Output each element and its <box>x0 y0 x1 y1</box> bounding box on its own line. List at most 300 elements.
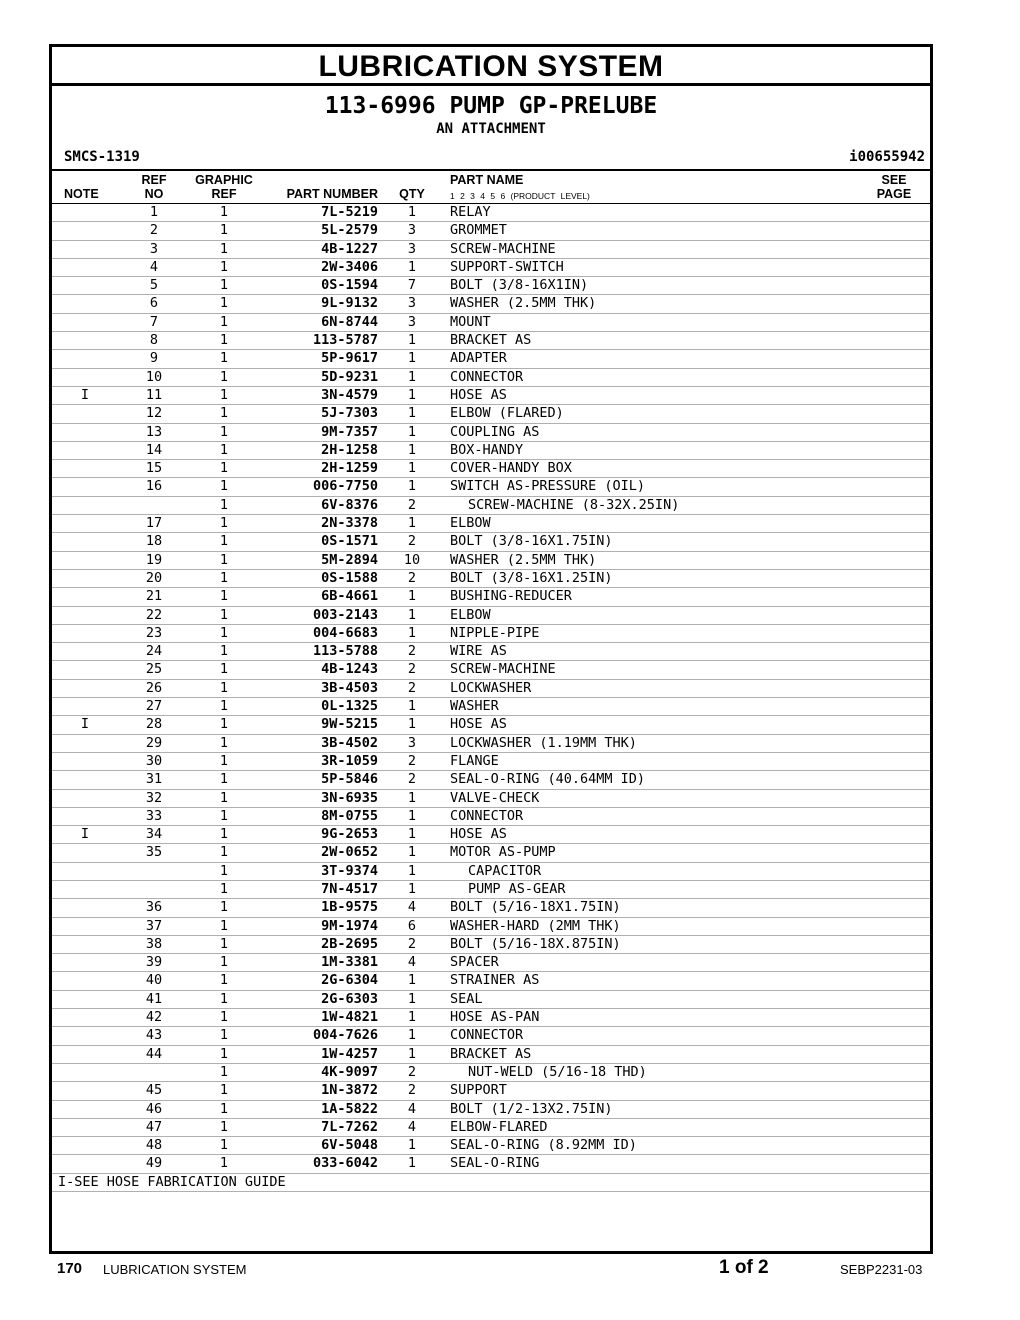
cell-qty: 4 <box>407 954 417 971</box>
table-row <box>52 387 930 405</box>
cell-part-number: 3R-1059 <box>321 752 378 769</box>
cell-graphic-ref: 1 <box>219 496 229 513</box>
cell-qty: 2 <box>407 1063 417 1080</box>
cell-part-name: ELBOW (FLARED) <box>450 405 564 422</box>
table-row <box>52 972 930 990</box>
table-row <box>52 350 930 368</box>
cell-ref-no: 43 <box>145 1027 163 1044</box>
cell-part-number: 0S-1571 <box>321 533 378 550</box>
cell-part-name: MOUNT <box>450 313 491 330</box>
cell-part-number: 5P-9617 <box>321 350 378 367</box>
col-ref-top: REF <box>141 173 167 187</box>
cell-qty: 1 <box>407 990 417 1007</box>
cell-part-number: 1A-5822 <box>321 1100 378 1117</box>
table-row <box>52 716 930 734</box>
cell-ref-no: 14 <box>145 441 163 458</box>
cell-part-name: ADAPTER <box>450 350 507 367</box>
cell-ref-no: 27 <box>145 698 163 715</box>
cell-ref-no: 25 <box>145 661 163 678</box>
cell-ref-no: 16 <box>145 478 163 495</box>
cell-part-number: 6V-5048 <box>321 1137 378 1154</box>
table-row <box>52 1137 930 1155</box>
cell-part-name: BOLT (3/8-16X1IN) <box>450 277 589 294</box>
cell-part-number: 5J-7303 <box>321 405 378 422</box>
cell-graphic-ref: 1 <box>219 277 229 294</box>
table-row <box>52 515 930 533</box>
cell-graphic-ref: 1 <box>219 679 229 696</box>
cell-part-number: 2N-3378 <box>321 515 378 532</box>
cell-ref-no: 36 <box>145 899 163 916</box>
table-row <box>52 259 930 277</box>
cell-note: I <box>80 386 90 403</box>
cell-part-name: ELBOW <box>450 515 491 532</box>
cell-part-name: SUPPORT-SWITCH <box>450 258 564 275</box>
cell-part-number: 2G-6303 <box>321 990 378 1007</box>
cell-qty: 1 <box>407 441 417 458</box>
col-graphic-bottom: REF <box>211 187 237 201</box>
cell-graphic-ref: 1 <box>219 368 229 385</box>
table-row <box>52 881 930 899</box>
cell-graphic-ref: 1 <box>219 204 229 220</box>
cell-ref-no: 39 <box>145 954 163 971</box>
cell-ref-no: 9 <box>149 350 159 367</box>
cell-part-number: 5P-5846 <box>321 771 378 788</box>
table-row <box>52 552 930 570</box>
cell-part-name: SEAL-O-RING <box>450 1155 540 1172</box>
cell-graphic-ref: 1 <box>219 752 229 769</box>
cell-qty: 4 <box>407 1118 417 1135</box>
cell-part-name: CONNECTOR <box>450 807 524 824</box>
cell-qty: 2 <box>407 569 417 586</box>
cell-ref-no: 2 <box>149 222 159 239</box>
cell-part-name: SEAL-O-RING (8.92MM ID) <box>450 1137 637 1154</box>
table-row <box>52 460 930 478</box>
cell-part-name: HOSE AS <box>450 386 507 403</box>
cell-graphic-ref: 1 <box>219 844 229 861</box>
cell-ref-no: 41 <box>145 990 163 1007</box>
cell-part-name: WASHER (2.5MM THK) <box>450 551 597 568</box>
col-graphic-top: GRAPHIC <box>195 173 253 187</box>
cell-part-name: COUPLING AS <box>450 423 540 440</box>
table-row <box>52 295 930 313</box>
table-row <box>52 1101 930 1119</box>
cell-qty: 1 <box>407 1137 417 1154</box>
cell-qty: 1 <box>407 588 417 605</box>
cell-part-number: 006-7750 <box>312 478 378 495</box>
parts-list <box>52 203 930 1192</box>
cell-qty: 10 <box>403 551 421 568</box>
cell-qty: 3 <box>407 240 417 257</box>
table-row <box>52 1027 930 1045</box>
table-row <box>52 497 930 515</box>
cell-ref-no: 11 <box>145 386 163 403</box>
footnote: I-SEE HOSE FABRICATION GUIDE <box>52 1174 930 1192</box>
table-row <box>52 844 930 862</box>
cell-part-number: 2H-1258 <box>321 441 378 458</box>
table-row <box>52 222 930 240</box>
table-row <box>52 1046 930 1064</box>
cell-part-number: 2G-6304 <box>321 972 378 989</box>
cell-part-name: WASHER <box>450 698 499 715</box>
cell-part-number: 9W-5215 <box>321 716 378 733</box>
cell-ref-no: 7 <box>149 313 159 330</box>
cell-part-number: 9M-1974 <box>321 917 378 934</box>
cell-qty: 4 <box>407 1100 417 1117</box>
cell-qty: 1 <box>407 1045 417 1062</box>
table-row <box>52 753 930 771</box>
cell-graphic-ref: 1 <box>219 240 229 257</box>
cell-qty: 1 <box>407 1027 417 1044</box>
cell-qty: 2 <box>407 496 417 513</box>
cell-note: I <box>80 826 90 843</box>
cell-ref-no: 35 <box>145 844 163 861</box>
cell-part-name: BRACKET AS <box>450 1045 532 1062</box>
table-row <box>52 698 930 716</box>
cell-part-number: 1B-9575 <box>321 899 378 916</box>
cell-qty: 1 <box>407 880 417 897</box>
table-row <box>52 899 930 917</box>
cell-part-number: 0S-1588 <box>321 569 378 586</box>
cell-ref-no: 49 <box>145 1155 163 1172</box>
cell-ref-no: 24 <box>145 643 163 660</box>
cell-part-name: ELBOW <box>450 606 491 623</box>
cell-graphic-ref: 1 <box>219 917 229 934</box>
table-row <box>52 625 930 643</box>
cell-part-name: GROMMET <box>450 222 507 239</box>
cell-qty: 3 <box>407 313 417 330</box>
cell-ref-no: 20 <box>145 569 163 586</box>
footer-page-number: 170 <box>57 1260 83 1277</box>
table-row <box>52 607 930 625</box>
cell-ref-no: 40 <box>145 972 163 989</box>
cell-qty: 1 <box>407 789 417 806</box>
cell-part-name: SWITCH AS-PRESSURE (OIL) <box>450 478 646 495</box>
cell-part-name: CAPACITOR <box>468 862 542 879</box>
table-row <box>52 680 930 698</box>
cell-part-name: HOSE AS <box>450 716 507 733</box>
cell-part-name: COVER-HANDY BOX <box>450 460 572 477</box>
cell-qty: 1 <box>407 972 417 989</box>
cell-graphic-ref: 1 <box>219 899 229 916</box>
cell-graphic-ref: 1 <box>219 569 229 586</box>
cell-part-name: NUT-WELD (5/16-18 THD) <box>468 1063 647 1080</box>
table-row <box>52 808 930 826</box>
cell-ref-no: 13 <box>145 423 163 440</box>
cell-graphic-ref: 1 <box>219 423 229 440</box>
cell-part-number: 1W-4257 <box>321 1045 378 1062</box>
cell-ref-no: 46 <box>145 1100 163 1117</box>
cell-part-number: 0S-1594 <box>321 277 378 294</box>
cell-graphic-ref: 1 <box>219 972 229 989</box>
cell-part-number: 7L-5219 <box>321 204 378 220</box>
cell-part-name: BOLT (5/16-18X.875IN) <box>450 935 621 952</box>
cell-graphic-ref: 1 <box>219 1063 229 1080</box>
group-number: 113-6996 <box>324 93 436 119</box>
cell-qty: 1 <box>407 332 417 349</box>
cell-qty: 2 <box>407 752 417 769</box>
cell-ref-no: 42 <box>145 1009 163 1026</box>
footer-doc-id: SEBP2231-03 <box>840 1262 923 1277</box>
cell-part-name: CONNECTOR <box>450 1027 524 1044</box>
cell-ref-no: 31 <box>145 771 163 788</box>
cell-ref-no: 48 <box>145 1137 163 1154</box>
cell-qty: 2 <box>407 533 417 550</box>
cell-ref-no: 4 <box>149 258 159 275</box>
cell-qty: 1 <box>407 405 417 422</box>
cell-qty: 3 <box>407 295 417 312</box>
cell-qty: 1 <box>407 1155 417 1172</box>
cell-part-name: SCREW-MACHINE <box>450 661 556 678</box>
cell-graphic-ref: 1 <box>219 643 229 660</box>
cell-part-name: FLANGE <box>450 752 499 769</box>
cell-qty: 1 <box>407 460 417 477</box>
illustration-id: i00655942 <box>849 149 925 165</box>
cell-graphic-ref: 1 <box>219 954 229 971</box>
cell-part-number: 1M-3381 <box>321 954 378 971</box>
cell-qty: 1 <box>407 515 417 532</box>
cell-part-name: HOSE AS-PAN <box>450 1009 540 1026</box>
cell-part-name: BOLT (3/8-16X1.75IN) <box>450 533 613 550</box>
cell-graphic-ref: 1 <box>219 880 229 897</box>
cell-part-name: PUMP AS-GEAR <box>468 880 566 897</box>
cell-part-name: SEAL-O-RING (40.64MM ID) <box>450 771 646 788</box>
table-row <box>52 771 930 789</box>
cell-graphic-ref: 1 <box>219 460 229 477</box>
cell-part-number: 8M-0755 <box>321 807 378 824</box>
cell-part-name: LOCKWASHER <box>450 679 532 696</box>
cell-graphic-ref: 1 <box>219 551 229 568</box>
cell-ref-no: 3 <box>149 240 159 257</box>
cell-graphic-ref: 1 <box>219 1155 229 1172</box>
col-product-level: 1 2 3 4 5 6 (PRODUCT LEVEL) <box>450 191 590 201</box>
cell-qty: 2 <box>407 1082 417 1099</box>
cell-graphic-ref: 1 <box>219 533 229 550</box>
cell-qty: 6 <box>407 917 417 934</box>
cell-ref-no: 17 <box>145 515 163 532</box>
section-title: LUBRICATION SYSTEM <box>52 47 930 86</box>
cell-qty: 1 <box>407 716 417 733</box>
cell-graphic-ref: 1 <box>219 386 229 403</box>
table-row <box>52 826 930 844</box>
cell-graphic-ref: 1 <box>219 990 229 1007</box>
cell-ref-no: 23 <box>145 624 163 641</box>
cell-graphic-ref: 1 <box>219 332 229 349</box>
cell-graphic-ref: 1 <box>219 862 229 879</box>
cell-ref-no: 28 <box>145 716 163 733</box>
cell-part-name: BOX-HANDY <box>450 441 524 458</box>
cell-part-name: BOLT (5/16-18X1.75IN) <box>450 899 621 916</box>
cell-qty: 3 <box>407 734 417 751</box>
table-row <box>52 277 930 295</box>
cell-ref-no: 6 <box>149 295 159 312</box>
cell-qty: 1 <box>407 478 417 495</box>
table-row <box>52 314 930 332</box>
cell-qty: 4 <box>407 899 417 916</box>
cell-part-number: 0L-1325 <box>321 698 378 715</box>
group-heading <box>52 93 930 119</box>
table-row <box>52 643 930 661</box>
cell-graphic-ref: 1 <box>219 606 229 623</box>
cell-part-name: SEAL <box>450 990 483 1007</box>
cell-part-number: 113-5787 <box>312 332 378 349</box>
col-ref-bottom: NO <box>144 187 164 201</box>
cell-part-number: 4K-9097 <box>321 1063 378 1080</box>
cell-part-number: 2B-2695 <box>321 935 378 952</box>
cell-part-number: 004-6683 <box>312 624 378 641</box>
cell-qty: 1 <box>407 862 417 879</box>
cell-graphic-ref: 1 <box>219 1027 229 1044</box>
cell-graphic-ref: 1 <box>219 1137 229 1154</box>
cell-graphic-ref: 1 <box>219 478 229 495</box>
cell-graphic-ref: 1 <box>219 661 229 678</box>
cell-qty: 1 <box>407 368 417 385</box>
table-row <box>52 369 930 387</box>
cell-qty: 1 <box>407 386 417 403</box>
table-row <box>52 533 930 551</box>
table-row <box>52 332 930 350</box>
cell-part-number: 6B-4661 <box>321 588 378 605</box>
col-part-number: PART NUMBER <box>286 187 378 201</box>
cell-part-number: 6V-8376 <box>321 496 378 513</box>
table-row <box>52 954 930 972</box>
cell-part-name: WASHER-HARD (2MM THK) <box>450 917 621 934</box>
cell-part-number: 7N-4517 <box>321 880 378 897</box>
col-qty: QTY <box>399 187 425 201</box>
table-row <box>52 442 930 460</box>
cell-part-name: ELBOW-FLARED <box>450 1118 548 1135</box>
footer-section: LUBRICATION SYSTEM <box>103 1262 247 1277</box>
cell-part-number: 1W-4821 <box>321 1009 378 1026</box>
table-row <box>52 241 930 259</box>
table-row <box>52 405 930 423</box>
cell-part-name: SPACER <box>450 954 499 971</box>
table-row <box>52 790 930 808</box>
cell-part-number: 3T-9374 <box>321 862 378 879</box>
cell-graphic-ref: 1 <box>219 1045 229 1062</box>
cell-graphic-ref: 1 <box>219 258 229 275</box>
col-see-top: SEE <box>881 173 907 187</box>
attachment-label: AN ATTACHMENT <box>436 121 546 137</box>
cell-part-number: 2W-0652 <box>321 844 378 861</box>
cell-ref-no: 37 <box>145 917 163 934</box>
cell-qty: 2 <box>407 661 417 678</box>
cell-part-name: SCREW-MACHINE (8-32X.25IN) <box>468 496 680 513</box>
cell-qty: 1 <box>407 258 417 275</box>
cell-ref-no: 44 <box>145 1045 163 1062</box>
cell-graphic-ref: 1 <box>219 716 229 733</box>
cell-part-number: 2W-3406 <box>321 258 378 275</box>
cell-qty: 3 <box>407 222 417 239</box>
cell-part-name: HOSE AS <box>450 826 507 843</box>
cell-part-number: 6N-8744 <box>321 313 378 330</box>
cell-graphic-ref: 1 <box>219 1100 229 1117</box>
cell-part-name: RELAY <box>450 204 491 220</box>
table-row <box>52 991 930 1009</box>
table-row <box>52 1155 930 1173</box>
cell-part-name: BRACKET AS <box>450 332 532 349</box>
cell-qty: 2 <box>407 935 417 952</box>
cell-ref-no: 15 <box>145 460 163 477</box>
cell-ref-no: 10 <box>145 368 163 385</box>
cell-part-number: 113-5788 <box>312 643 378 660</box>
cell-part-name: LOCKWASHER (1.19MM THK) <box>450 734 637 751</box>
cell-graphic-ref: 1 <box>219 313 229 330</box>
table-row <box>52 1082 930 1100</box>
cell-part-number: 5M-2894 <box>321 551 378 568</box>
col-see-bottom: PAGE <box>876 187 912 201</box>
parts-page-frame <box>49 44 933 1254</box>
cell-ref-no: 32 <box>145 789 163 806</box>
table-row <box>52 1064 930 1082</box>
table-row <box>52 478 930 496</box>
cell-graphic-ref: 1 <box>219 350 229 367</box>
cell-part-name: BOLT (1/2-13X2.75IN) <box>450 1100 613 1117</box>
cell-graphic-ref: 1 <box>219 826 229 843</box>
cell-ref-no: 8 <box>149 332 159 349</box>
cell-part-name: BUSHING-REDUCER <box>450 588 572 605</box>
cell-part-name: WIRE AS <box>450 643 507 660</box>
cell-part-number: 9M-7357 <box>321 423 378 440</box>
cell-ref-no: 1 <box>149 204 159 220</box>
cell-part-name: MOTOR AS-PUMP <box>450 844 556 861</box>
cell-part-number: 3N-6935 <box>321 789 378 806</box>
cell-ref-no: 22 <box>145 606 163 623</box>
cell-qty: 1 <box>407 698 417 715</box>
cell-ref-no: 29 <box>145 734 163 751</box>
cell-qty: 1 <box>407 807 417 824</box>
table-row <box>52 1009 930 1027</box>
table-row <box>52 735 930 753</box>
cell-ref-no: 45 <box>145 1082 163 1099</box>
cell-part-number: 5L-2579 <box>321 222 378 239</box>
cell-graphic-ref: 1 <box>219 222 229 239</box>
cell-part-name: WASHER (2.5MM THK) <box>450 295 597 312</box>
cell-graphic-ref: 1 <box>219 935 229 952</box>
cell-qty: 2 <box>407 771 417 788</box>
cell-part-name: SUPPORT <box>450 1082 507 1099</box>
header-rule <box>52 169 930 171</box>
cell-note: I <box>80 716 90 733</box>
cell-part-number: 003-2143 <box>312 606 378 623</box>
cell-part-number: 3N-4579 <box>321 386 378 403</box>
cell-graphic-ref: 1 <box>219 807 229 824</box>
cell-qty: 1 <box>407 624 417 641</box>
cell-graphic-ref: 1 <box>219 771 229 788</box>
cell-graphic-ref: 1 <box>219 698 229 715</box>
cell-qty: 2 <box>407 679 417 696</box>
cell-graphic-ref: 1 <box>219 789 229 806</box>
cell-part-number: 9G-2653 <box>321 826 378 843</box>
footer-page-of: 1 of 2 <box>719 1257 769 1278</box>
cell-ref-no: 21 <box>145 588 163 605</box>
cell-ref-no: 47 <box>145 1118 163 1135</box>
cell-part-number: 004-7626 <box>312 1027 378 1044</box>
group-name: PUMP GP-PRELUBE <box>449 93 658 119</box>
cell-part-name: VALVE-CHECK <box>450 789 540 806</box>
cell-qty: 7 <box>407 277 417 294</box>
cell-qty: 1 <box>407 350 417 367</box>
cell-qty: 1 <box>407 1009 417 1026</box>
cell-part-number: 1N-3872 <box>321 1082 378 1099</box>
cell-ref-no: 26 <box>145 679 163 696</box>
cell-graphic-ref: 1 <box>219 624 229 641</box>
table-row <box>52 204 930 222</box>
cell-part-number: 033-6042 <box>312 1155 378 1172</box>
cell-ref-no: 34 <box>145 826 163 843</box>
cell-part-name: STRAINER AS <box>450 972 540 989</box>
col-part-name: PART NAME <box>450 173 524 187</box>
cell-part-number: 4B-1227 <box>321 240 378 257</box>
